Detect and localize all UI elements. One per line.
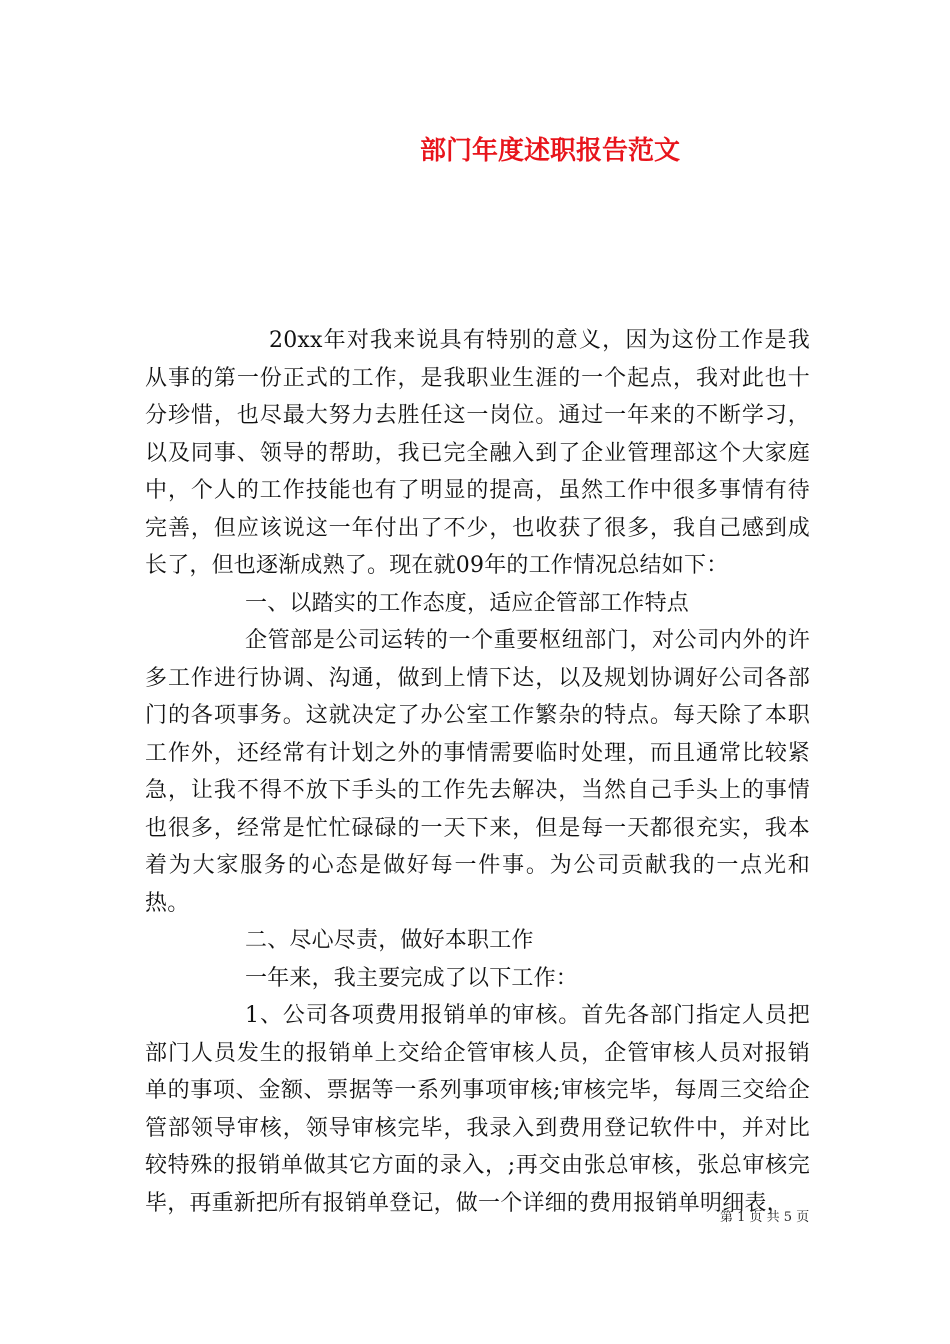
document-body bbox=[145, 322, 810, 1222]
section-heading-2: 二、尽心尽责，做好本职工作 bbox=[245, 928, 534, 953]
page-number-footer: 第 1 页 共 5 页 bbox=[720, 1210, 810, 1225]
paragraph-summary-intro: 一年来，我主要完成了以下工作： bbox=[245, 965, 579, 991]
paragraph-section-1: 企管部是公司运转的一个重要枢纽部门，对公司内外的许多工作进行协调、沟通，做到上情下达，以及规划协调好公司各部门的各项事务。这就决定了办公室工作繁杂的特点。每天除了本职工作外，还经常有计划之外的事情需要临时处理，而且通常比较紧急，让我不得不放下手头的工作先去解决，当然自己手头上的事情也很多，经常是忙忙碌碌的一天下来，但是每一天都很充实，我本着为大家服务的心态是做好每一件事。为公司贡献我的一点光和热。 bbox=[145, 628, 810, 916]
paragraph-item-1: 1、公司各项费用报销单的审核。首先各部门指定人员把部门人员发生的报销单上交给企管审核人员，企管审核人员对报销单的事项、金额、票据等一系列事项审核;审核完毕，每周三交给企管部领导审核，领导审核完毕，我录入到费用登记软件中，并对比较特殊的报销单做其它方面的录入，;再交由张总审核，张总审核完毕，再重新把所有报销单登记，做一个详细的费用报销单明细表， bbox=[145, 1003, 810, 1216]
document-title: 部门年度述职报告范文 bbox=[419, 136, 680, 166]
section-heading-1: 一、以踏实的工作态度，适应企管部工作特点 bbox=[245, 590, 690, 616]
paragraph-intro: 20xx年对我来说具有特别的意义，因为这份工作是我从事的第一份正式的工作，是我职业生涯的一个起点，我对此也十分珍惜，也尽最大努力去胜任这一岗位。通过一年来的不断学习，以及同事、领导的帮助，我已完全融入到了企业管理部这个大家庭中，个人的工作技能也有了明显的提高，虽然工作中很多事情有待完善，但应该说这一年付出了不少，也收获了很多，我自己感到成长了，但也逐渐成熟了。现在就09年的工作情况总结如下： bbox=[145, 328, 810, 578]
